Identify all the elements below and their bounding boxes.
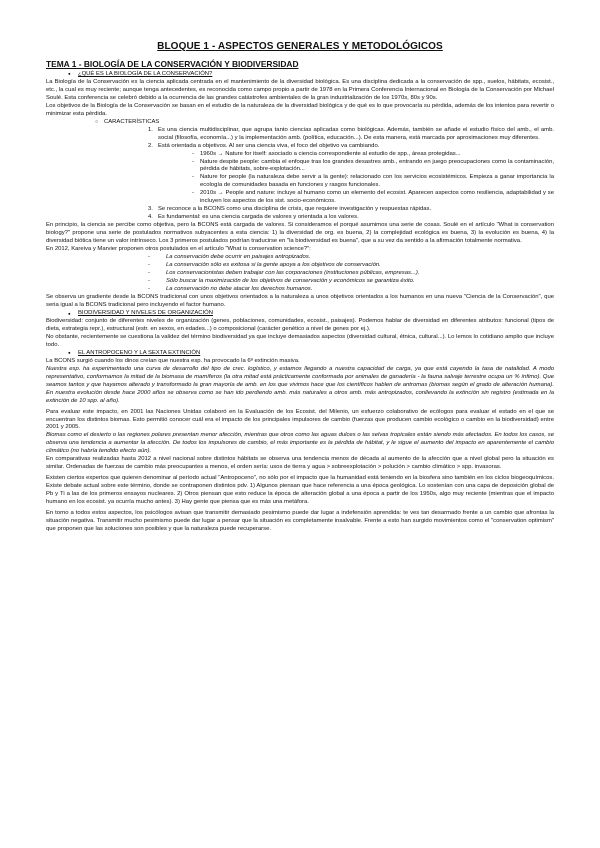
subheading-characteristics: ○ CARACTERÍSTICAS	[104, 119, 554, 127]
section-heading-conservation: ● ¿QUÉ ES LA BIOLOGÍA DE LA CONSERVACIÓN?	[78, 71, 554, 79]
paragraph: Biomas como el desierto o las regiones polares presentan menor afección, mientras que otros como las aguas dulces o las selvas tropicales están siendo más afectados. En todos los casos, se observa una tendencia a aumentar la afección. De todos los impulsores de cambio, el más importante es la pérdida de hábitat, y le sigue el aumento del impacto en aparentemente el cambio climático (no habría tendido efecto aún).	[46, 432, 554, 455]
list-item: 4. Es fundamental: es una ciencia cargada de valores y orientada a los valores.	[148, 214, 359, 221]
list-item: - 1960s → Nature for itself: asociado a ciencia correspondiente al estudio de spp., áreas protegidas...	[192, 151, 554, 159]
paragraph: Para evaluar este impacto, en 2001 las Naciones Unidas colaboró en la Evaluación de los Ecosist. del Milenio, un esfuerzo colaborativo de ecólogos para evaluar el estado en el que se encuentran los distintos biomas. Esto permitió conocer cuál era el impacto de los principales impulsores de cambio (fuerzas que producen cambio ecológico o cambio en la biodiversidad) entre 2001 y 2005.	[46, 408, 554, 431]
paragraph: En 2012, Kareiva y Marvier proponen otros postulados en el artículo "What is conservation science?":	[46, 246, 311, 253]
paragraph: Se observa un gradiente desde la BCONS tradicional con unos objetivos orientados a la naturaleza a unos objetivos orientados a los humanos en una nueva "Ciencia de la Conservación", que seria igual a la BCONS tradicional pero incluyendo el factor humano.	[46, 293, 554, 308]
paragraph: En comparativas realizadas hasta 2012 a nivel nacional sobre distintos hábitats se observa una tendencia menos de década al aumento de la afección que a nivel global pero la situación es similar. Ordenadas de fuerzas de cambio más preocupantes a menos, el orden sería: usos de tierra y agua > sobreexplotación > polución > cambio climático > spp. invasoras.	[46, 456, 554, 471]
paragraph: En torno a todos estos aspectos, los psicólogos avisan que transmitir demasiado pesimismo puede dar lugar a indefensión aprendida: te ves tan desarmado frente a un cambio que afrontas la situación negativa. Transmitir mucho pesimismo puede dar lugar a pensar que la situación es completamente insalvable. Frente a esto han surgido movimientos como el "conservation optimism" que proponen que las soluciones son posibles y que la naturaleza puede recuperarse.	[46, 510, 554, 533]
list-item: - 2010s → People and nature: incluye al humano como un elemento del ecosist. Aparecen aspectos como resiliencia, adaptabilidad y se incluyen los aspectos de los sist. socio-económicos.	[192, 190, 554, 206]
paragraph: Biodiversidad: conjunto de diferentes niveles de organización (genes, poblaciones, comunidades, ecosist., paisajes). Podemos hablar de diversidad en diferentes atributos: funcional (tipos de dieta, estrategia repr.), estructural (estr. en sexos, en edades...) o composicional (carácter genético a nivel de genes por ej.).	[46, 317, 554, 332]
list-item: - La conservación no debe atacar los derechos humanos.	[148, 286, 554, 294]
list-item: - Sólo buscar la maximización de los objetivos de conservación y económicos se garantiza éxito.	[148, 278, 554, 286]
list-item: 1. Es una ciencia multidisciplinar, que agrupa tanto ciencias aplicadas como biológicas. Además, también se añade el estudio físico del amb., el amb. social (filosofía, economía...) y la implementación amb. (política, educación...). De esta manera, está marcada por aproximaciones muy diferentes.	[148, 126, 554, 141]
list-item: 3. Se reconoce a la BCONS como una disciplina de crisis, que requiere investigación y respuestas rápidas.	[148, 206, 432, 213]
paragraph: Nuestra esp. ha experimentado una curva de desarrollo del tipo de crec. logístico, y estamos llegando a nuestra capacidad de carga, ya que está cayendo la tasa de natalidad. A modo representativo, conformamos la mitad de la biomasa de mamíferos (la otra mitad está prácticamente conformada por animales de ganadería - la fauna salvaje terrestre ocupa un % ínfimo). Que seamos tantos y que hayamos alterado y transformado la gran mayoría de amb. en los que vivimos hace que los científicos hablen de antromas (biomas según el grado de alteración humana). En nuestra evolución desde hace 2000 años se observa como se han ido perdiendo amb. más naturales a otros amb. más antropizados, conllevando la extinción sin registro (estimada en la extinción de 10 spp. al año).	[46, 365, 554, 404]
paragraph: No obstante, recientemente se cuestiona la validez del término biodiversidad ya que incluye demasiados aspectos (diversidad cultural, étnica, cultural...). Lo lemos lo cotidiano amplio que incluye todo.	[46, 333, 554, 348]
list-item: - Nature despite people: cambia el enfoque tras los grandes desastres amb., entrando en juego preocupaciones como la contaminación, pérdida de hábitats, sobre-explotación...	[192, 159, 554, 175]
list-item: 2. Está orientada a objetivos. Al ser una ciencia viva, el foco del objetivo va cambiando.	[148, 142, 380, 149]
list-item: - La conservación sólo es exitosa si la gente apoya a los objetivos de conservación.	[148, 262, 554, 270]
paragraph: Los objetivos de la Biología de la Conservación se basan en el estudio de la naturaleza de la diversidad biológica y de qué es lo que provocaría su pérdida, además de los intentos para revertir o minimizar esta pérdida.	[46, 102, 554, 117]
section-heading-anthropocene: ● EL ANTROPOCENO Y LA SEXTA EXTINCIÓN	[78, 350, 554, 358]
paragraph: La Biología de la Conservación es la ciencia aplicada centrada en el mantenimiento de la diversidad biológica. Es una disciplina dedicada a la conservación de spp., suelos, hábitats, ecosist., etc., la cual es muy reciente; aunque tenga antecedentes, es reconocida como campo propio a partir de 1978 en la Primera Conferencia Internacional en Biología de la Conservación por Michael Soulé. Esta conferencia se celebró debido a la ocurrencia de las grandes catástrofes ambientales de la gran industrialización de los 1970s, 80s y 90s.	[46, 78, 554, 101]
section-heading-biodiversity: ● BIODIVERSIDAD Y NIVELES DE ORGANIZACIÓN	[78, 310, 554, 318]
list-item: - Nature for people (la naturaleza debe servir a la gente): relacionado con los servicios ecosistémicos. Empieza a ganar importancia la ecología de comunidades basada en funciones y rasgos funcionales.	[192, 174, 554, 190]
paragraph: En principio, la ciencia se percibe como objetiva, pero la BCONS está cargada de valores. Si consideramos el porqué asumimos una serie de cosas. Soulé en el artículo "What is conservation biology?" propone una serie de postulados normativos subyacentes a esta ciencia: 1) la diversidad de org. es buena, 2) la complejidad ecológica es buena, 3) la evolución es buena, 4) la diversidad biótica tiene un valor intrínseco. Los 3 primeros postulados podrían traducirse en "la biodiversidad es buena", que a su vez da sentido a la afirmación totalmente normativa.	[46, 222, 554, 245]
paragraph: Existen ciertos expertos que quieren denominar al período actual "Antropoceno", no sólo por el impacto que la humanidad está teniendo en la biosfera sino también en los ciclos biogeoquímicos. Existe debate actual sobre este término, donde se contraponen distintos pdv. 1) Algunos piensan que hace referencia a una época geológica. Lo sostenían con una capa de deposición global de Pb y Ti a las de los primeros ensayos nucleares. 2) Otros piensan que esto reduce la época de alteración global a una época a partir de los 1950s, algo muy reciente (mientras que el impacto humano en los ecosist. ya ocurría mucho antes). 3) Hay gente que piensa que es más una metáfora.	[46, 475, 554, 506]
list-item: - Los conservacionistas deben trabajar con las corporaciones (instituciones públicas, empresas...).	[148, 270, 554, 278]
tema-title: TEMA 1 - BIOLOGÍA DE LA CONSERVACIÓN Y BIODIVERSIDAD	[46, 58, 299, 69]
paragraph: La BCONS surgió cuando los dinos creían que nuestra esp. ha provocado la 6ª extinción masiva.	[46, 357, 300, 364]
list-item: - La conservación debe ocurrir en paisajes antropizados.	[148, 254, 554, 262]
block-title: BLOQUE 1 - ASPECTOS GENERALES Y METODOLÓGICOS	[157, 41, 443, 52]
